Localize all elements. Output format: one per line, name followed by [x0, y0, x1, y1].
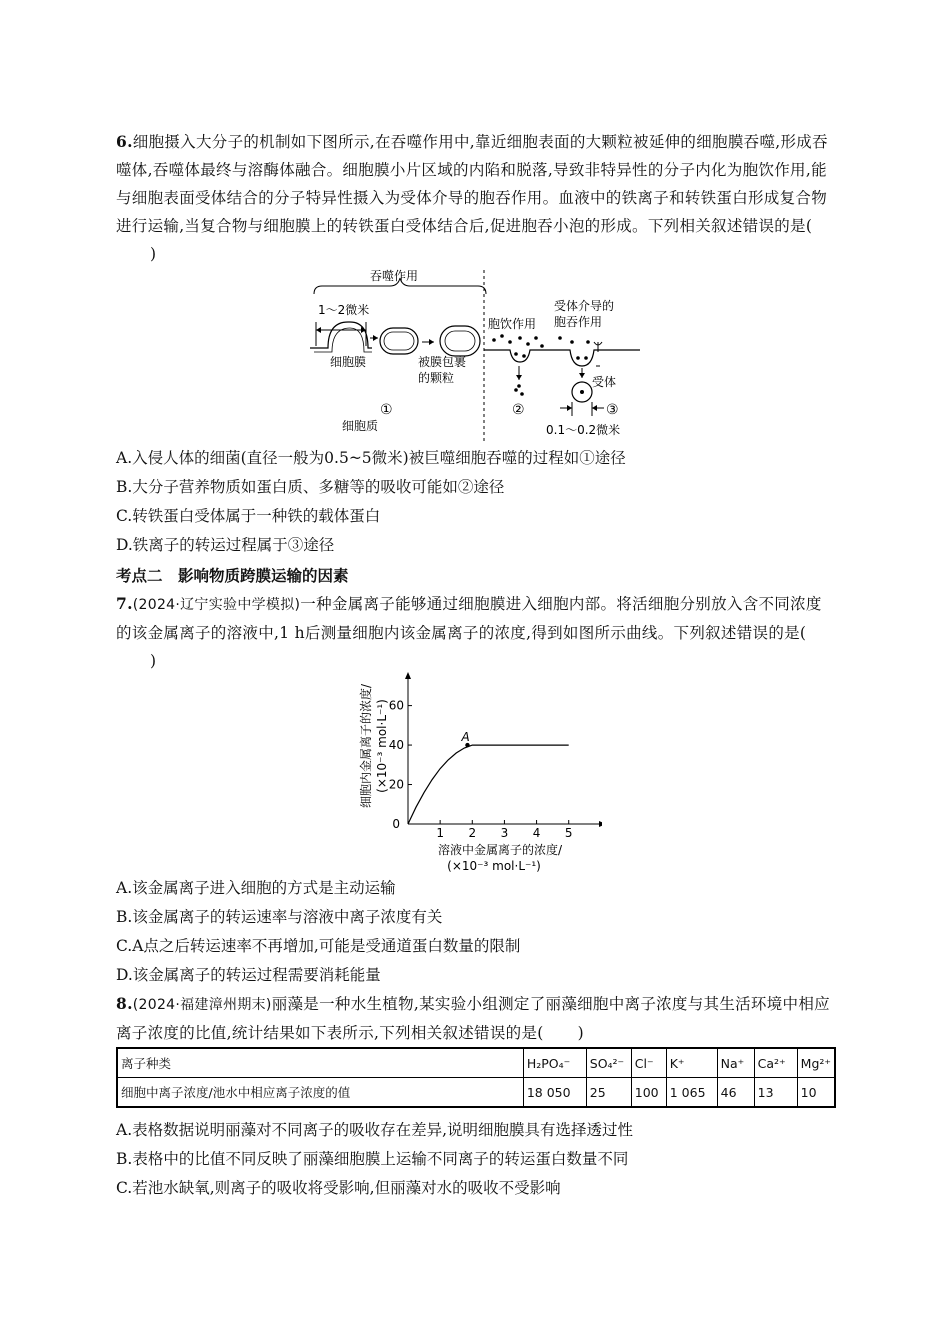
- table-cell-label: 细胞中离子浓度/池水中相应离子浓度的值: [117, 1078, 523, 1108]
- q7-option-c: C.A点之后转运速率不再增加,可能是受通道蛋白数量的限制: [116, 937, 521, 955]
- size1-label: 1～2微米: [318, 303, 370, 317]
- y-tick-label: 20: [388, 777, 404, 792]
- molecule-dots: [492, 334, 590, 396]
- circle-1: ①: [380, 402, 393, 418]
- y-tick-label: 40: [388, 738, 404, 753]
- q6-figure: [310, 266, 640, 442]
- x-tick-label: 4: [532, 826, 541, 840]
- q8-option-b: B.表格中的比值不同反映了丽藻细胞膜上运输不同离子的转运蛋白数量不同: [116, 1150, 629, 1168]
- table-cell-ion: Na⁺: [717, 1048, 754, 1078]
- table-row: [117, 1048, 835, 1078]
- origin-label: 0: [392, 817, 400, 831]
- table-cell-value: 25: [586, 1078, 631, 1108]
- q7-stem-end: ): [150, 652, 157, 670]
- q6-stem-text: 细胞摄入大分子的机制如下图所示,在吞噬作用中,靠近细胞表面的大颗粒被延伸的细胞膜吞噬,形成吞噬体,吞噬体最终与溶酶体融合。细胞膜小片区域的内陷和脱落,导致非特异性的分子内化为胞饮作用,能与细胞表面受体结合的分子特异性摄入为受体介导的胞吞作用。血液中的铁离子和转铁蛋白形成复合物进行运输,当复合物与细胞膜上的转铁蛋白受体结合后,促进胞吞小泡的形成。下列相关叙述错误的是(: [116, 133, 828, 235]
- table-cell-ion: SO₄²⁻: [586, 1048, 631, 1078]
- table-cell-label: 离子种类: [117, 1048, 523, 1078]
- x-tick-label: 5: [564, 826, 573, 840]
- q7-option-b: B.该金属离子的转运速率与溶液中离子浓度有关: [116, 908, 443, 926]
- x-tick-label: 2: [468, 826, 477, 840]
- y-axis-arrow: [405, 672, 411, 679]
- series-line: [408, 745, 569, 824]
- q8-option-c: C.若池水缺氧,则离子的吸收将受影响,但丽藻对水的吸收不受影响: [116, 1179, 561, 1197]
- x-axis-label: 溶液中金属离子的浓度/: [437, 843, 563, 857]
- x-axis-arrow: [599, 821, 602, 827]
- table-cell-ion: Mg²⁺: [797, 1048, 835, 1078]
- table-cell-ion: H₂PO₄⁻: [523, 1048, 586, 1078]
- q6-stem: [116, 128, 836, 268]
- table-cell-value: 100: [631, 1078, 666, 1108]
- q7-stem-text: 一种金属离子能够通过细胞膜进入细胞内部。将活细胞分别放入含不同浓度的该金属离子的溶液中,1 h后测量细胞内该金属离子的浓度,得到如图所示曲线。下列叙述错误的是(: [116, 595, 822, 642]
- coated-label-1: 被膜包裹: [418, 355, 467, 369]
- membrane-label: 细胞膜: [330, 355, 367, 369]
- cytoplasm-label: 细胞质: [342, 419, 379, 433]
- q7-stem: [116, 590, 836, 675]
- table-cell-value: 10: [797, 1078, 835, 1108]
- pino-label: 胞饮作用: [488, 317, 537, 331]
- table-cell-ion: Ca²⁺: [754, 1048, 797, 1078]
- table-cell-value: 46: [717, 1078, 754, 1108]
- q8-option-a: A.表格数据说明丽藻对不同离子的吸收存在差异,说明细胞膜具有选择透过性: [116, 1121, 634, 1139]
- q6-option-d: D.铁离子的转运过程属于③途径: [116, 536, 335, 554]
- q8-stem: [116, 990, 836, 1047]
- point-a-label: A: [461, 730, 470, 745]
- q7-number: 7.: [116, 594, 133, 613]
- q7-option-d: D.该金属离子的转运过程需要消耗能量: [116, 966, 381, 984]
- circle-2: ②: [512, 402, 525, 418]
- table-cell-ion: K⁺: [666, 1048, 717, 1078]
- table-cell-ion: Cl⁻: [631, 1048, 666, 1078]
- q8-stem-text: 丽藻是一种水生植物,某实验小组测定了丽藻细胞中离子浓度与其生活环境中相应离子浓度的比值,统计结果如下表所示,下列相关叙述错误的是(: [116, 995, 830, 1042]
- q7-option-a: A.该金属离子进入细胞的方式是主动运输: [116, 879, 396, 897]
- size2-label: 0.1～0.2微米: [546, 423, 621, 437]
- q8-source: (2024·福建漳州期末): [132, 997, 272, 1013]
- coated-label-2: 的颗粒: [418, 371, 455, 385]
- q6-option-c: C.转铁蛋白受体属于一种铁的载体蛋白: [116, 507, 381, 525]
- q6-stem-end: ): [150, 245, 157, 263]
- section-heading: 考点二 影响物质跨膜运输的因素: [116, 566, 349, 585]
- q6-option-b: B.大分子营养物质如蛋白质、多糖等的吸收可能如②途径: [116, 478, 505, 496]
- y-axis-label: 细胞内金属离子的浓度/: [359, 683, 373, 809]
- q6-number: 6.: [116, 132, 133, 151]
- q8-number: 8.: [116, 994, 133, 1013]
- x-tick-label: 3: [500, 826, 509, 840]
- table-cell-value: 18 050: [523, 1078, 586, 1108]
- rme-label-1: 受体介导的: [554, 299, 615, 313]
- x-tick-label: 1: [436, 826, 444, 840]
- table-cell-value: 13: [754, 1078, 797, 1108]
- q7-source: (2024·辽宁实验中学模拟): [132, 597, 301, 613]
- table-row: [117, 1078, 835, 1108]
- table-cell-value: 1 065: [666, 1078, 717, 1108]
- receptor-label: 受体: [592, 375, 617, 389]
- phago-label: 吞噬作用: [370, 269, 419, 283]
- rme-label-2: 胞吞作用: [554, 315, 603, 329]
- ion-table: [116, 1047, 836, 1108]
- q6-option-a: A.入侵人体的细菌(直径一般为0.5~5微米)被巨噬细胞吞噬的过程如①途径: [116, 449, 626, 467]
- q7-chart: [352, 666, 602, 874]
- membrane-left: [310, 322, 372, 348]
- membrane-right: [484, 350, 640, 366]
- y-axis-unit: (×10⁻³ mol·L⁻¹): [375, 699, 389, 793]
- x-axis-unit: (×10⁻³ mol·L⁻¹): [447, 859, 541, 873]
- y-tick-label: 60: [388, 698, 404, 713]
- circle-3: ③: [606, 402, 619, 418]
- q8-stem-end: ): [577, 1024, 584, 1042]
